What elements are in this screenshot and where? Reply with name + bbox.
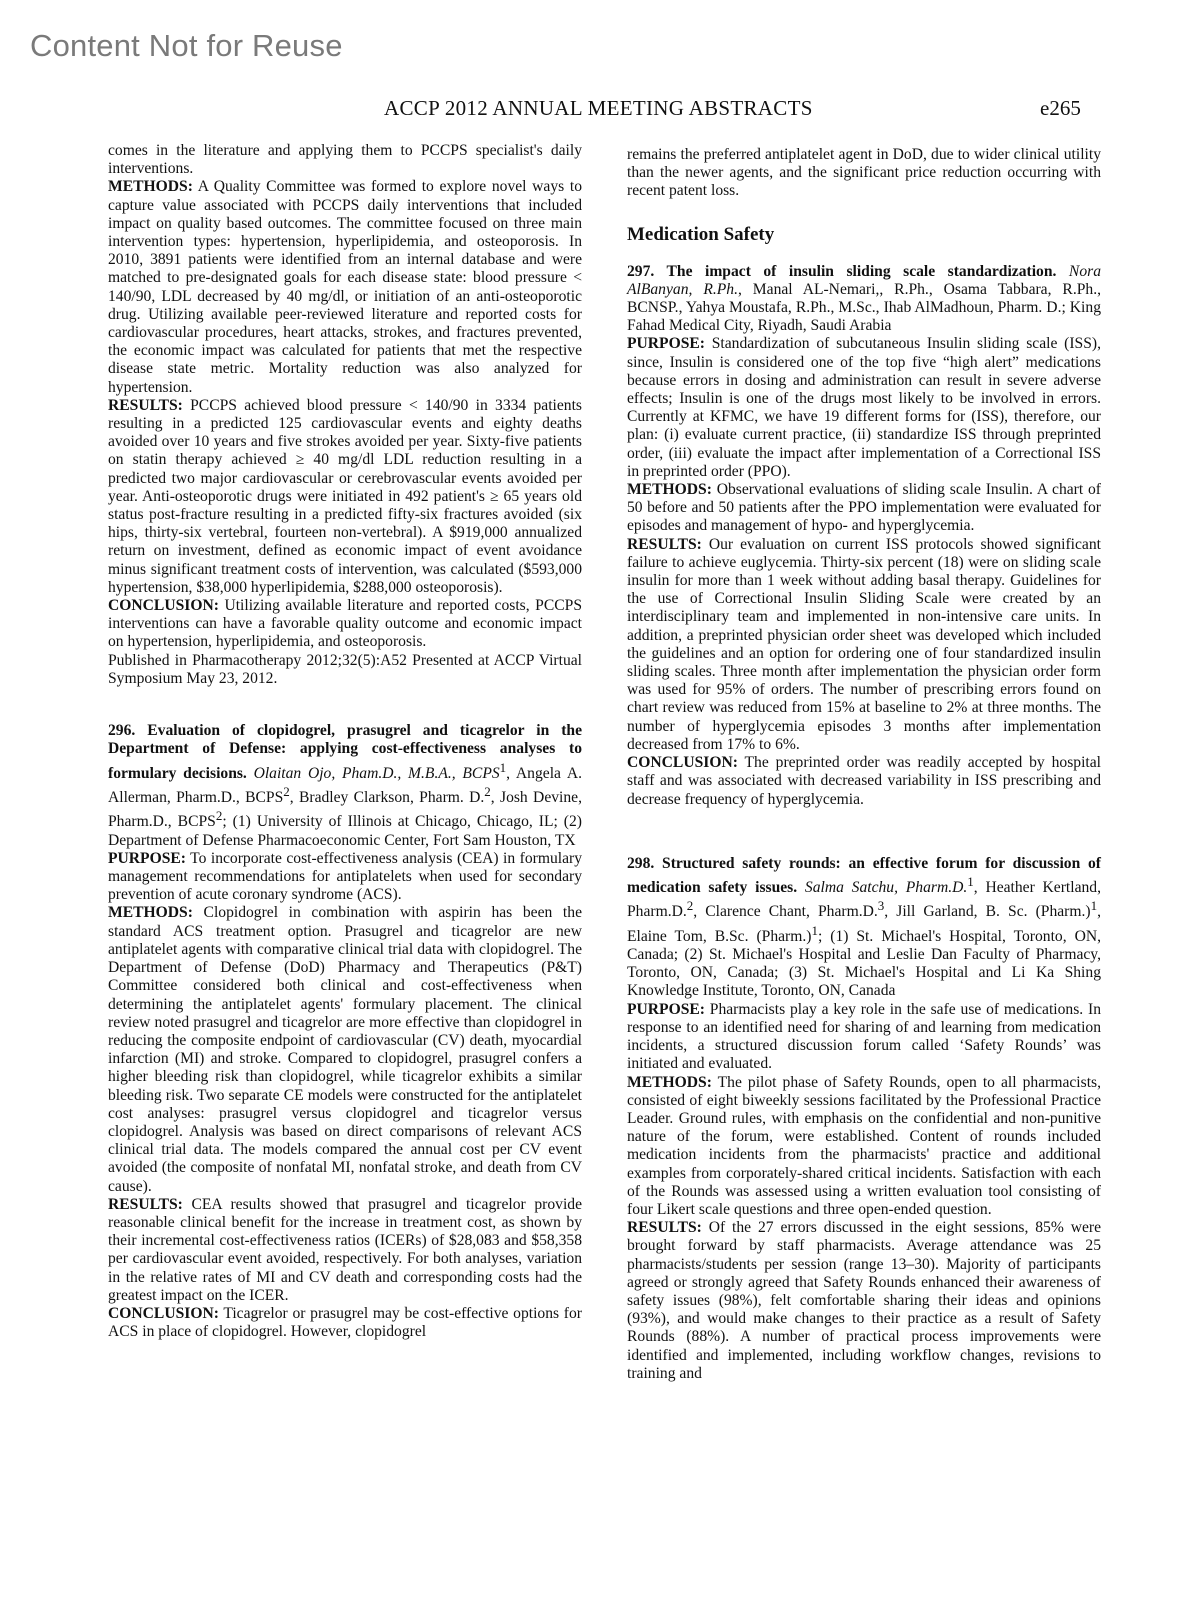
abstract-297 bbox=[627, 263, 1101, 809]
results-text: PCCPS achieved blood pressure < 140/90 in 3334 patients resulting in a predicted 125 cardiovascular events and eighty deaths avoided over 10 years and five strokes avoided per year. Sixty-five patients on statin therapy achieved ≥ 40 mg/dl LDL reduction resulting in a predicted two major cardiovascular or cerebrovascular events avoided per year. Anti-osteoporotic drugs were initiated in 492 patient's ≥ 65 years old status post-fracture resulting in a predicted fifty-six fractures avoided (six hips, thirty-six vertebral, fourteen non-vertebral). A $919,000 annualized return on investment, defined as economic impact of event avoidance minus significant treatment costs of intervention, was calculated ($593,000 hypertension, $38,000 hyperlipidemia, $288,000 osteoporosis). bbox=[108, 396, 582, 596]
methods-label: METHODS: bbox=[108, 904, 193, 922]
results-label: RESULTS: bbox=[627, 1219, 702, 1237]
conclusion-label: CONCLUSION: bbox=[627, 754, 738, 772]
abstract-298-authors-3: , Jill Garland, B. Sc. (Pharm.) bbox=[884, 903, 1091, 921]
purpose-label: PURPOSE: bbox=[627, 335, 705, 353]
conclusion-text: Ticagrelor or prasugrel may be cost-effective options for ACS in place of clopidogrel. However, clopidogrel bbox=[108, 1304, 582, 1341]
purpose-text: Standardization of subcutaneous Insulin sliding scale (ISS), since, Insulin is considered one of the top five “high alert” medications because errors in dosing and administration can result in severe adverse effects; Insulin is one of the drugs most likely to be involved in errors. Currently at KFMC, we have 19 different forms for (ISS), therefore, our plan: (i) evaluate current practice, (ii) standardize ISS through preprinted order, (iii) evaluate the impact after implementation of a Correctional ISS in preprinted order (PPO). bbox=[627, 335, 1101, 480]
abstract-298-results bbox=[627, 1219, 1101, 1383]
abstract-296-header bbox=[108, 722, 582, 850]
right-column bbox=[627, 146, 1101, 1383]
conclusion-label: CONCLUSION: bbox=[108, 1304, 219, 1322]
results-paragraph bbox=[108, 397, 582, 597]
abstract-298-header bbox=[627, 855, 1101, 1001]
methods-label: METHODS: bbox=[627, 481, 712, 499]
abstract-296-sup-2: 2 bbox=[484, 783, 491, 799]
methods-text: Clopidogrel in combination with aspirin has been the standard ACS treatment option. Prasugrel and ticagrelor are new antiplatelet agents with comparative clinical trial data with clopidogrel. The Department of Defense (DoD) Pharmacy and Therapeutics (P&T) Committee considered both clinical and cost-effectiveness when determining the antiplatelet agents' formulary placement. The clinical review noted prasugrel and ticagrelor are more effective than clopidogrel in reducing the composite endpoint of cardiovascular (CV) death, myocardial infarction (MI) and stroke. Compared to clopidogrel, prasugrel confers a higher bleeding risk than clopidogrel, while ticagrelor exhibits a similar bleeding risk. Two separate CE models were constructed for the antiplatelet cost analyses: prasugrel versus clopidogrel and ticagrelor versus clopidogrel. Analysis was based on direct comparisons of relevant ACS clinical trial data. The models compared the annual cost per CV event avoided (the composite of nonfatal MI, nonfatal stroke, and death from CV cause). bbox=[108, 904, 582, 1195]
abstract-298-sup-4: 1 bbox=[811, 922, 818, 938]
results-text: Our evaluation on current ISS protocols showed significant failure to achieve euglycemia. Thirty-six percent (18) were on sliding scale insulin for more than 1 week without adding basal therapy. Guidelines for the use of Correctional Insulin Sliding Scale were created by an interdisciplinary team and implemented in non-intensive care units. In addition, a preprinted physician order sheet was developed which included the guidelines and an option for ordering one of four standardized insulin sliding scales. Three month after implementation the physician order form was used for 95% of orders. The number of prescribing errors found on chart review was reduced from 15% at baseline to 2% at three months. The number of hyperglycemia episodes 3 months after implementation decreased from 17% to 6%. bbox=[627, 535, 1101, 753]
abstract-298-lead-author-sup: 1 bbox=[967, 873, 974, 889]
abstract-298-affiliations: ; (1) St. Michael's Hospital, Toronto, ON, Canada; (2) St. Michael's Hospital and Leslie Dan Faculty of Pharmacy, Toronto, ON, Canada; (3) St. Michael's Hospital and Li Ka Shing Knowledge Institute, Toronto, ON, Canada bbox=[627, 927, 1101, 1000]
running-head bbox=[0, 96, 1200, 124]
abstract-298-authors-4: , Elaine Tom, B.Sc. (Pharm.) bbox=[627, 903, 1102, 945]
abstract-297-methods bbox=[627, 481, 1101, 536]
abstract-296 bbox=[108, 722, 582, 1341]
abstract-296-methods bbox=[108, 904, 582, 1195]
methods-text: The pilot phase of Safety Rounds, open to all pharmacists, consisted of eight biweekly sessions facilitated by the Professional Practice Leader. Ground rules, with emphasis on the confidential and non-punitive nature of the forum, were established. Content of rounds included medication incidents from the pharmacists' practice and additional examples from corporately-shared critical incidents. Satisfaction with each of the Rounds was assessed using a written evaluation tool consisting of four Likert scale questions and three open-ended question. bbox=[627, 1073, 1101, 1218]
conclusion-label: CONCLUSION: bbox=[108, 597, 219, 615]
results-label: RESULTS: bbox=[108, 1195, 183, 1213]
results-label: RESULTS: bbox=[627, 535, 702, 553]
abstract-297-header bbox=[627, 263, 1101, 336]
abstract-298-sup-1: 2 bbox=[686, 898, 694, 914]
conclusion-text: The preprinted order was readily accepted by hospital staff and was associated with decreased variability in ISS prescribing and decrease frequency of hyperglycemia. bbox=[627, 754, 1101, 808]
abstract-296-affiliations: ; (1) University of Illinois at Chicago, Chicago, IL; (2) Department of Defense Pharmacoeconomic Center, Fort Sam Houston, TX bbox=[108, 813, 582, 849]
abstract-296-authors-1: , Angela A. Allerman, Pharm.D., BCPS bbox=[108, 764, 582, 807]
section-heading: Medication Safety bbox=[627, 223, 775, 245]
results-text: CEA results showed that prasugrel and ticagrelor provide reasonable clinical benefit for the increase in treatment cost, as shown by their incremental cost-effectiveness ratios (ICERs) of $28,083 and $58,358 per cardiovascular event avoided, respectively. For both analyses, variation in the relative rates of MI and CV death and corresponding costs had the greatest impact on the ICER. bbox=[108, 1195, 582, 1304]
abstract-296-lead-author-sup: 1 bbox=[499, 759, 507, 775]
abstract-296-authors-3: , Josh Devine, Pharm.D., BCPS bbox=[108, 789, 582, 831]
abstract-297-purpose bbox=[627, 335, 1101, 481]
abstract-296-results bbox=[108, 1196, 582, 1305]
abstract-296-lead-author: Olaitan Ojo, Pham.D., M.B.A., BCPS bbox=[253, 764, 500, 782]
abstract-296-sup-1: 2 bbox=[283, 783, 290, 799]
continuation-paragraph: remains the preferred antiplatelet agent in DoD, due to wider clinical utility than the newer agents, and the significant price reduction occurring with recent patent loss. bbox=[627, 146, 1101, 200]
methods-paragraph bbox=[108, 178, 582, 396]
purpose-text: To incorporate cost-effectiveness analysis (CEA) in formulary management recommendations for antiplatelets when used for secondary prevention of acute coronary syndrome (ACS). bbox=[108, 849, 582, 904]
abstract-298-title: 298. Structured safety rounds: an effective forum for discussion of medication safety issues. bbox=[627, 854, 1101, 897]
abstract-296-title: 296. Evaluation of clopidogrel, prasugrel and ticagrelor in the Department of Defense: applying cost-effectiveness analyses to formulary decisions. bbox=[108, 722, 582, 782]
methods-label: METHODS: bbox=[108, 178, 193, 196]
abstract-297-results bbox=[627, 536, 1101, 754]
abstract-297-lead-author: Nora AlBanyan, R.Ph. bbox=[627, 262, 1101, 298]
abstract-298-sup-3: 1 bbox=[1090, 898, 1098, 914]
purpose-label: PURPOSE: bbox=[108, 849, 186, 867]
continuation-paragraph: comes in the literature and applying them to PCCPS specialist's daily interventions. bbox=[108, 142, 582, 178]
conclusion-text: Utilizing available literature and reported costs, PCCPS interventions can have a favorable quality outcome and economic impact on hypertension, hyperlipidemia, and osteoporosis. bbox=[108, 597, 582, 651]
purpose-text: Pharmacists play a key role in the safe use of medications. In response to an identified need for sharing of and learning from medication incidents, a structured discussion forum called ‘Safety Rounds’ was initiated and evaluated. bbox=[627, 1000, 1101, 1073]
abstract-298-sup-2: 3 bbox=[877, 898, 885, 914]
results-label: RESULTS: bbox=[108, 396, 183, 414]
abstract-298-purpose bbox=[627, 1001, 1101, 1074]
abstract-298 bbox=[627, 855, 1101, 1383]
abstract-297-conclusion bbox=[627, 754, 1101, 809]
abstract-297-title: 297. The impact of insulin sliding scale standardization. bbox=[627, 262, 1057, 280]
methods-text: Observational evaluations of sliding scale Insulin. A chart of 50 before and 50 patients after the PPO implementation were evaluated for episodes and management of hypo- and hyperglycemia. bbox=[627, 481, 1101, 535]
conclusion-paragraph bbox=[108, 597, 582, 652]
abstract-296-authors-2: , Bradley Clarkson, Pharm. D. bbox=[289, 789, 485, 807]
page-number: e265 bbox=[1040, 96, 1081, 120]
abstract-298-methods bbox=[627, 1074, 1101, 1220]
abstract-296-sup-3: 2 bbox=[215, 808, 223, 824]
published-note: Published in Pharmacotherapy 2012;32(5):A52 Presented at ACCP Virtual Symposium May 23, 2012. bbox=[108, 651, 582, 687]
abstract-297-authors-affiliation: , Manal AL-Nemari,, R.Ph., Osama Tabbara, R.Ph., BCNSP., Yahya Moustafa, R.Ph., M.Sc., Ihab AlMadhoun, Pharm. D.; King Fahad Medical City, Riyadh, Saudi Arabia bbox=[627, 280, 1101, 335]
journal-title: ACCP 2012 ANNUAL MEETING ABSTRACTS bbox=[384, 96, 813, 120]
abstract-296-purpose bbox=[108, 850, 582, 905]
spacer bbox=[627, 809, 1101, 855]
results-text: Of the 27 errors discussed in the eight sessions, 85% were brought forward by staff pharmacists. Average attendance was 25 pharmacists/students per session (range 13–30). Majority of participants agreed or strongly agreed that Safety Rounds enhanced their awareness of safety issues (98%), felt comfortable sharing their ideas and opinions (93%), and would make changes to their practice as a result of Safety Rounds (88%). A number of practical process improvements were identified and implemented, including workflow changes, revisions to training and bbox=[627, 1219, 1101, 1382]
methods-text: A Quality Committee was formed to explore novel ways to capture value associated with PCCPS daily interventions that included impact on quality based outcomes. The committee focused on three main intervention types: hypertension, hyperlipidemia, and osteoporosis. In 2010, 3891 patients were identified from an internal database and were matched to pre-designated goals for each disease state: blood pressure < 140/90, LDL decreased by 40 mg/dl, or initiation of an anti-osteoporotic drug. Utilizing available peer-reviewed literature and reported costs for cardiovascular procedures, heart attacks, strokes, and fractures prevented, the economic impact was calculated for patients that met the respective disease state metric. Mortality reduction was also analyzed for hypertension. bbox=[108, 178, 582, 396]
abstract-298-authors-1: , Heather Kertland, Pharm.D. bbox=[627, 879, 1101, 921]
spacer bbox=[108, 688, 582, 722]
abstract-296-conclusion bbox=[108, 1305, 582, 1341]
methods-label: METHODS: bbox=[627, 1073, 712, 1091]
watermark: Content Not for Reuse bbox=[30, 28, 343, 63]
abstract-298-authors-2: , Clarence Chant, Pharm.D. bbox=[693, 903, 878, 921]
left-column bbox=[108, 142, 582, 1341]
purpose-label: PURPOSE: bbox=[627, 1000, 705, 1018]
abstract-298-lead-author: Salma Satchu, Pharm.D. bbox=[804, 879, 968, 897]
